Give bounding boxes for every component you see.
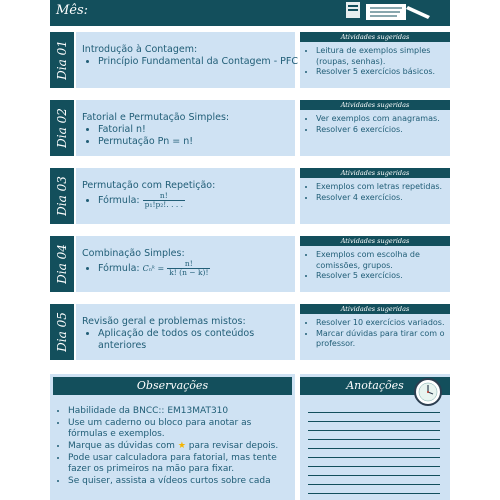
day-content — [76, 236, 295, 292]
note-line — [308, 457, 440, 458]
formula-item — [98, 192, 185, 209]
day-title: Permutação com Repetição: — [82, 180, 216, 191]
star-icon: ★ — [177, 441, 186, 451]
activities-list — [304, 182, 446, 203]
month-label: Mês: — [56, 3, 89, 18]
day-title: Combinação Simples: — [82, 248, 185, 259]
observations-panel — [50, 374, 295, 500]
activity-item: • Resolver 6 exercícios. — [316, 125, 446, 136]
activity-item: • Leitura de exemplos simples (roupas, senhas). — [316, 46, 446, 67]
note-line — [308, 466, 440, 467]
activities-panel — [300, 100, 450, 156]
day-tab: Dia 02 — [50, 100, 74, 156]
note-line — [308, 493, 440, 494]
day-title: Fatorial e Permutação Simples: — [82, 112, 230, 123]
day-content — [76, 100, 295, 156]
activity-item: • Marcar dúvidas para tirar com o professor. — [316, 329, 446, 350]
formula-label: Fórmula: — [98, 263, 140, 274]
day-tab: Dia 05 — [50, 304, 74, 360]
day-04-row — [50, 236, 450, 292]
topic-item: • Aplicação de todos os conteúdos anteriores — [98, 328, 288, 352]
formula-fraction — [167, 260, 210, 277]
day-01-row — [50, 32, 450, 88]
day-tab: Dia 01 — [50, 32, 74, 88]
day-content — [76, 168, 295, 224]
activities-title: Atividades sugeridas — [300, 168, 450, 178]
topic-item: • Permutação Pn = n! — [98, 136, 193, 148]
activities-panel — [300, 236, 450, 292]
activities-list — [304, 114, 446, 135]
formula-label: Fórmula: — [98, 195, 140, 206]
day-02-row — [50, 100, 450, 156]
day-topics — [82, 124, 193, 148]
observation-item: • Se quiser, assista a vídeos curtos sobre cada — [68, 476, 288, 487]
day-tab: Dia 04 — [50, 236, 74, 292]
note-line — [308, 421, 440, 422]
activity-item: • Exemplos com escolha de comissões, grupos. — [316, 250, 446, 271]
clock-icon — [414, 378, 442, 406]
day-title: Introdução à Contagem: — [82, 44, 198, 55]
activity-item: • Exemplos com letras repetidas. — [316, 182, 446, 193]
activity-item: • Resolver 5 exercícios básicos. — [316, 67, 446, 78]
activities-title: Atividades sugeridas — [300, 304, 450, 314]
topic-item: • Fatorial n! — [98, 124, 193, 136]
topic-item: • Princípio Fundamental da Contagem - PFC — [98, 56, 298, 68]
observation-item: • Use um caderno ou bloco para anotar as fórmulas e exemplos. — [68, 418, 288, 440]
observation-item: • Marque as dúvidas com ★ para revisar depois. — [68, 441, 288, 452]
observation-item: • Pode usar calculadora para fatorial, mas tente fazer os primeiros na mão para fixar. — [68, 453, 288, 475]
note-line — [308, 475, 440, 476]
day-topics — [82, 56, 298, 68]
formula-numerator: n! — [143, 192, 185, 201]
activities-title: Atividades sugeridas — [300, 32, 450, 42]
day-03-row — [50, 168, 450, 224]
notes-panel — [300, 374, 450, 500]
activities-title: Atividades sugeridas — [300, 236, 450, 246]
formula-item — [98, 260, 210, 277]
day-topics — [82, 328, 288, 352]
day-content — [76, 304, 295, 360]
day-content — [76, 32, 298, 88]
note-line — [308, 439, 440, 440]
note-line — [308, 448, 440, 449]
activities-title: Atividades sugeridas — [300, 100, 450, 110]
note-line — [308, 412, 440, 413]
study-illustration-icon — [342, 0, 442, 22]
day-title: Revisão geral e problemas mistos: — [82, 316, 246, 327]
formula-fraction — [143, 192, 185, 209]
activity-item: • Resolver 10 exercícios variados. — [316, 318, 446, 329]
activity-item: • Ver exemplos com anagramas. — [316, 114, 446, 125]
activities-list — [304, 318, 446, 350]
activities-list — [304, 250, 446, 282]
notes-title: Anotações — [300, 377, 450, 395]
note-line — [308, 484, 440, 485]
activities-panel — [300, 168, 450, 224]
day-05-row — [50, 304, 450, 360]
activities-panel — [300, 32, 450, 88]
observation-item: • Habilidade da BNCC:: EM13MAT310 — [68, 406, 288, 417]
activity-item: • Resolver 4 exercícios. — [316, 193, 446, 204]
formula-denominator: p₁!p₂!. . . . — [144, 200, 183, 209]
page-header — [50, 0, 450, 26]
formula-lhs: Cₙᵏ = — [142, 264, 165, 273]
day-topics — [82, 260, 210, 277]
formula-numerator: n! — [167, 260, 210, 269]
observations-list — [54, 406, 288, 488]
note-line — [308, 430, 440, 431]
activities-panel — [300, 304, 450, 360]
activities-list — [304, 46, 446, 78]
observations-title: Observações — [53, 377, 292, 395]
day-tab: Dia 03 — [50, 168, 74, 224]
formula-denominator: k! (n − k)! — [169, 268, 209, 277]
activity-item: • Resolver 5 exercícios. — [316, 271, 446, 282]
day-topics — [82, 192, 185, 209]
